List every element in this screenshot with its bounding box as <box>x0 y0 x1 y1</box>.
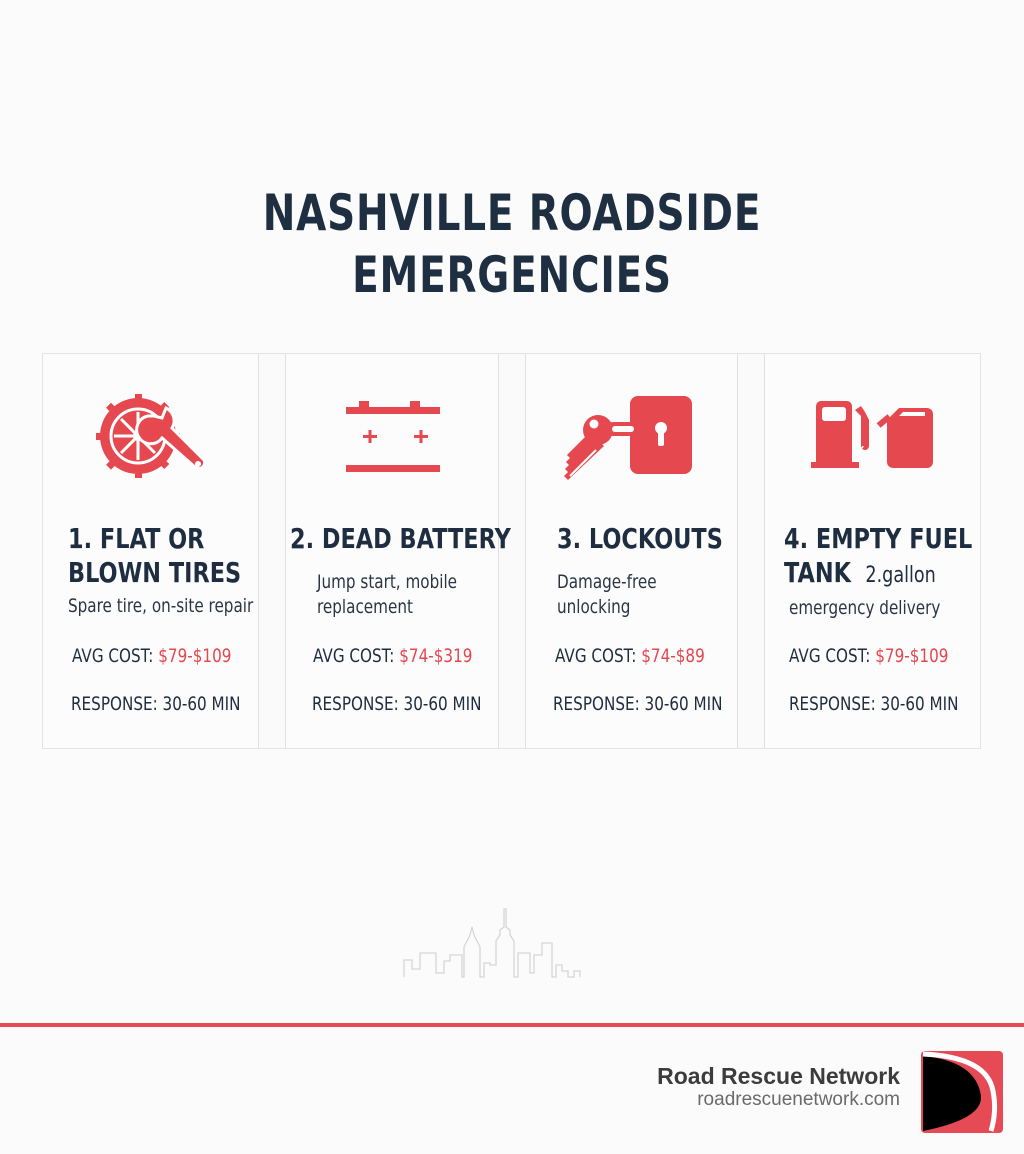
card-dead-battery <box>286 354 511 748</box>
response-time: RESPONSE: 30-60 MIN <box>71 693 241 715</box>
cost-label: AVG COST: <box>313 645 400 667</box>
cost-label: AVG COST: <box>789 645 876 667</box>
city-skyline-icon <box>400 905 610 985</box>
response-time: RESPONSE: 30-60 MIN <box>312 693 482 715</box>
card-flat-tires <box>43 354 258 748</box>
card-description-line1: Jump start, mobile <box>317 571 458 593</box>
footer-divider <box>0 1023 1024 1027</box>
card-description-line2: emergency delivery <box>789 597 941 619</box>
response-time: RESPONSE: 30-60 MIN <box>789 693 959 715</box>
tire-wrench-icon <box>43 392 258 482</box>
card-lockouts <box>526 354 737 748</box>
key-lock-icon <box>526 392 737 482</box>
card-heading-line2: BLOWN TIRES <box>68 556 242 589</box>
card-heading-line2 <box>784 556 972 593</box>
card-heading-line1: 4. EMPTY FUEL <box>784 522 973 555</box>
card-description-inline: 2.gallon <box>865 563 936 588</box>
fuel-pump-jerrycan-icon <box>765 392 982 482</box>
road-rescue-logo-icon <box>921 1051 1003 1138</box>
card-description-line2: unlocking <box>557 596 631 618</box>
avg-cost <box>789 644 948 668</box>
card-description-line2: replacement <box>317 596 413 618</box>
card-heading-line1: 1. FLAT OR <box>68 522 205 555</box>
cost-value: $74-$89 <box>641 645 705 667</box>
response-time: RESPONSE: 30-60 MIN <box>553 693 723 715</box>
avg-cost <box>313 644 472 668</box>
cost-label: AVG COST: <box>555 645 642 667</box>
card-description: Spare tire, on-site repair <box>68 595 254 617</box>
emergency-cards <box>42 353 981 749</box>
car-battery-icon <box>286 392 498 482</box>
card-divider <box>737 354 765 748</box>
card-heading-line1: 2. DEAD BATTERY <box>290 522 511 555</box>
brand-url[interactable]: roadrescuenetwork.com <box>697 1089 900 1110</box>
card-divider <box>258 354 286 748</box>
cost-value: $79-$109 <box>875 645 949 667</box>
cost-value: $74-$319 <box>399 645 473 667</box>
card-description-line1: Damage-free <box>557 571 657 593</box>
cost-value: $79-$109 <box>158 645 232 667</box>
card-heading-line2-text: TANK <box>784 556 851 589</box>
avg-cost <box>555 644 705 668</box>
card-empty-fuel <box>765 354 982 748</box>
card-heading-line1: 3. LOCKOUTS <box>557 522 723 555</box>
brand-name: Road Rescue Network <box>657 1063 900 1089</box>
cost-label: AVG COST: <box>72 645 159 667</box>
page-title: NASHVILLE ROADSIDE EMERGENCIES <box>262 184 762 304</box>
avg-cost <box>72 644 231 668</box>
